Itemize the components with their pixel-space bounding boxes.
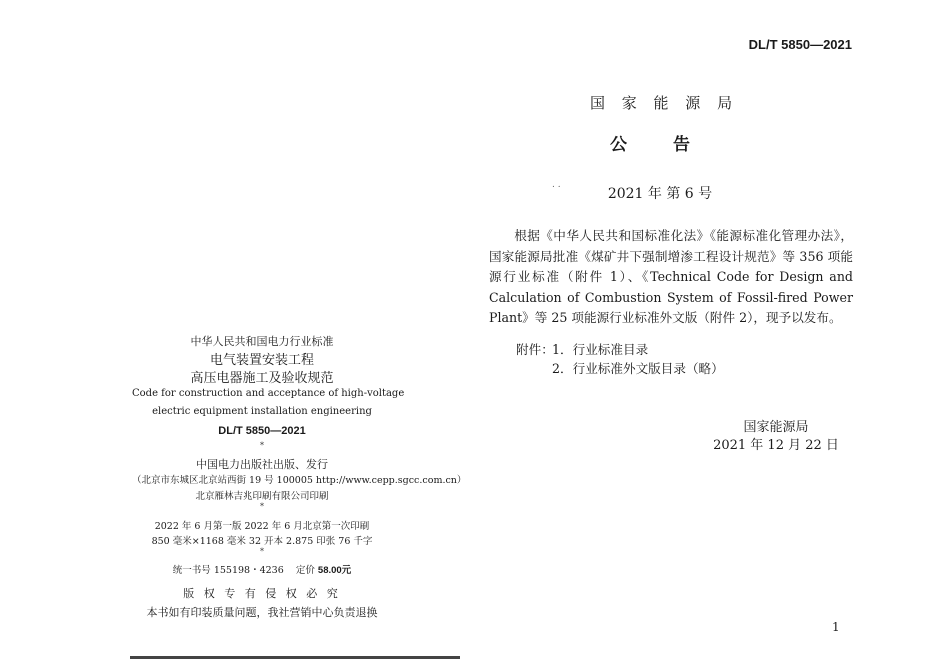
notice-body xyxy=(489,226,853,329)
format-info: 850 毫米×1168 毫米 32 开本 2.875 印张 76 千字 xyxy=(151,536,373,547)
book-number-price xyxy=(132,562,392,576)
title-en-line1: Code for construction and acceptance of high-voltage xyxy=(132,388,405,399)
notice-number: 2021 年 第 6 号 xyxy=(607,186,713,202)
title-cn-line1: 电气装置安装工程 xyxy=(209,353,314,368)
colophon-code: DL/T 5850—2021 xyxy=(218,425,306,437)
attachment-item: 1．行业标准目录 xyxy=(552,342,649,357)
standard-category: 中华人民共和国电力行业标准 xyxy=(190,335,334,348)
price: 58.00元 xyxy=(317,565,352,576)
standard-code: DL/T 5850—2021 xyxy=(748,37,852,52)
price-label: 定价 xyxy=(295,565,315,576)
signature-org: 国家能源局 xyxy=(743,420,809,435)
publisher-address: （北京市东城区北京站西街 19 号 100005 http://www.cepp.sgcc.com.cn） xyxy=(132,475,467,486)
attachment-item: 2．行业标准外文版目录（略） xyxy=(552,361,724,376)
separator-star: * xyxy=(260,502,264,511)
page-number: 1 xyxy=(832,620,840,634)
scan-marks: . . xyxy=(552,180,561,190)
quality-note: 本书如有印装质量问题，我社营销中心负责退换 xyxy=(146,606,378,619)
scan-edge xyxy=(130,656,460,659)
separator-star: * xyxy=(260,547,264,556)
book-number: 统一书号 155198・4236 xyxy=(172,565,284,576)
edition-info: 2022 年 6 月第一版 2022 年 6 月北京第一次印刷 xyxy=(154,521,370,532)
notice-title: 公 告 xyxy=(610,135,710,155)
separator-star: * xyxy=(260,441,264,450)
signature-date: 2021 年 12 月 22 日 xyxy=(713,438,839,453)
title-en-line2: electric equipment installation engineering xyxy=(152,406,372,417)
title-cn-line2: 高压电器施工及验收规范 xyxy=(190,371,334,386)
printer: 北京雁林吉兆印刷有限公司印刷 xyxy=(195,491,329,502)
attachments-label: 附件： xyxy=(516,342,554,357)
publisher: 中国电力出版社出版、发行 xyxy=(196,458,328,471)
agency-name: 国 家 能 源 局 xyxy=(590,94,739,112)
notice-paragraph: 根据《中华人民共和国标准化法》《能源标准化管理办法》，国家能源局批准《煤矿井下强制增渗工程设计规范》等 356 项能源行业标准（附件 1）、《Technical Code for Design and Calculation of Combustion System of Fossil-fired Power Plant》等 25 项能源行业标准外文版（附件 2），现予以发布。 xyxy=(489,228,853,325)
copyright-notice: 版 权 专 有 侵 权 必 究 xyxy=(183,587,341,600)
